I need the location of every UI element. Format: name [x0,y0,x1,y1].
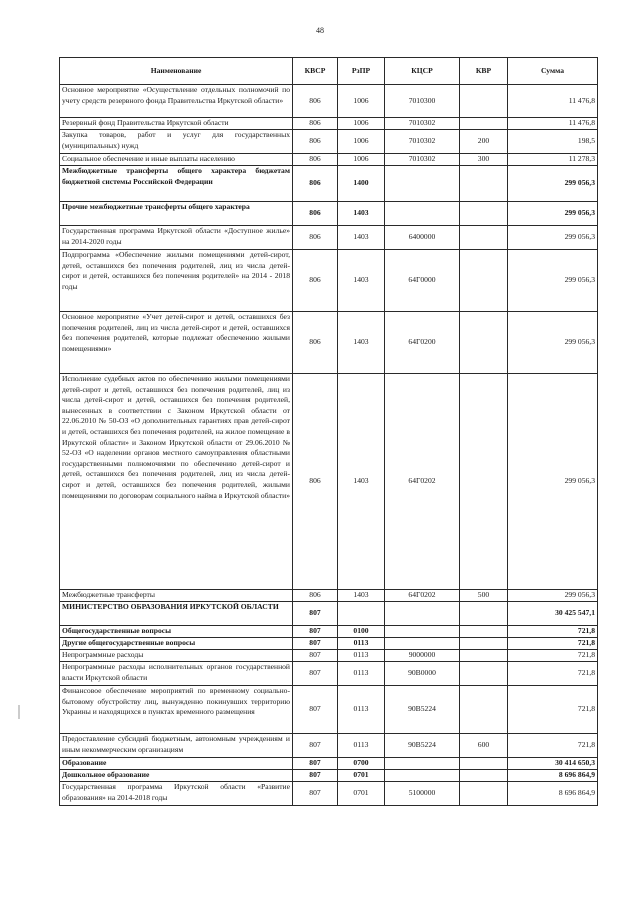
cell-rzpr: 1400 [338,166,385,202]
header-sum: Сумма [508,58,598,85]
cell-rzpr [338,602,385,626]
table-row [60,686,598,734]
table-row [60,650,598,662]
cell-rzpr: 1006 [338,154,385,166]
cell-name: Межбюджетные трансферты [60,590,293,602]
cell-sum: 721,8 [508,734,598,758]
table-row [60,154,598,166]
cell-kvsr: 807 [293,602,338,626]
header-name: Наименование [60,58,293,85]
table-row [60,638,598,650]
cell-kvsr: 806 [293,590,338,602]
table-row [60,202,598,226]
cell-kcsr: 64Г0200 [385,312,460,374]
cell-sum: 721,8 [508,638,598,650]
cell-name: Общегосударственные вопросы [60,626,293,638]
cell-kvr [460,782,508,806]
cell-kcsr [385,202,460,226]
cell-kvsr: 807 [293,758,338,770]
table-row [60,226,598,250]
cell-kvr [460,312,508,374]
table-row [60,250,598,312]
cell-kcsr: 6400000 [385,226,460,250]
cell-sum: 299 056,3 [508,202,598,226]
cell-sum: 11 476,8 [508,85,598,118]
cell-kvr [460,250,508,312]
cell-rzpr: 0113 [338,638,385,650]
cell-kvsr: 806 [293,202,338,226]
cell-name: Основное мероприятие «Учет детей-сирот и детей, оставшихся без попечения родителей, лиц из числа детей-сирот и детей, оставшихся без попечения родителей, которые подлежат обеспечению жилыми помещениями» [60,312,293,374]
cell-kcsr: 7010302 [385,154,460,166]
cell-kcsr [385,758,460,770]
header-rzpr: РзПР [338,58,385,85]
cell-kcsr: 7010302 [385,118,460,130]
cell-kvr [460,202,508,226]
cell-kvr [460,650,508,662]
cell-kvsr: 807 [293,638,338,650]
cell-kvsr: 807 [293,770,338,782]
cell-name: Исполнение судебных актов по обеспечению жилыми помещениями детей-сирот и детей, оставшихся без попечения родителей, лиц из числа детей-сирот и детей, оставшихся без попечения родителей, вынесенных в соответствии с Законом Иркутской области от 22.06.2010 № 50-ОЗ «О дополнительных гарантиях прав детей-сирот и детей, оставшихся без попечения родителей, на жилое помещение в Иркутской области» и Законом Иркутской области от 29.06.2010 № 52-ОЗ «О наделении органов местного самоуправления областными государственными полномочиями по обеспечению детей-сирот и детей, оставшихся без попечения родителей, лиц из числа детей-сирот и детей, оставшихся без попечения родителей, жилыми помещениями по договорам социального найма в Иркутской области» [60,374,293,590]
table-row [60,118,598,130]
cell-rzpr: 0113 [338,686,385,734]
cell-sum: 30 414 650,3 [508,758,598,770]
cell-rzpr: 1006 [338,130,385,154]
cell-name: Дошкольное образование [60,770,293,782]
header-kcsr: КЦСР [385,58,460,85]
page-number: 48 [316,26,324,35]
cell-name: МИНИСТЕРСТВО ОБРАЗОВАНИЯ ИРКУТСКОЙ ОБЛАСТИ [60,602,293,626]
cell-kcsr: 90В0000 [385,662,460,686]
table-row [60,770,598,782]
cell-name: Прочие межбюджетные трансферты общего характера [60,202,293,226]
cell-name: Государственная программа Иркутской области «Развитие образования» на 2014-2018 годы [60,782,293,806]
table-row [60,602,598,626]
cell-kcsr: 64Г0202 [385,590,460,602]
cell-rzpr: 1403 [338,202,385,226]
cell-sum: 8 696 864,9 [508,782,598,806]
cell-rzpr: 0700 [338,758,385,770]
cell-sum: 11 278,3 [508,154,598,166]
cell-sum: 299 056,3 [508,312,598,374]
cell-kvsr: 806 [293,312,338,374]
cell-rzpr: 0701 [338,782,385,806]
cell-name: Межбюджетные трансферты общего характера бюджетам бюджетной системы Российской Федерации [60,166,293,202]
cell-kvr [460,626,508,638]
cell-kcsr [385,602,460,626]
header-kvsr: КВСР [293,58,338,85]
cell-sum: 299 056,3 [508,166,598,202]
cell-rzpr: 1403 [338,590,385,602]
cell-rzpr: 1403 [338,250,385,312]
cell-kvr [460,686,508,734]
cell-kcsr [385,638,460,650]
cell-sum: 721,8 [508,686,598,734]
cell-kcsr: 64Г0000 [385,250,460,312]
cell-sum: 11 476,8 [508,118,598,130]
cell-kvsr: 806 [293,154,338,166]
cell-rzpr: 0100 [338,626,385,638]
table-row [60,734,598,758]
cell-sum: 8 696 864,9 [508,770,598,782]
cell-name: Предоставление субсидий бюджетным, автономным учреждениям и иным некоммерческим организациям [60,734,293,758]
cell-sum: 299 056,3 [508,374,598,590]
cell-rzpr: 0113 [338,734,385,758]
cell-kvr [460,374,508,590]
cell-kvsr: 806 [293,130,338,154]
cell-rzpr: 0113 [338,662,385,686]
table-row [60,782,598,806]
cell-kvsr: 807 [293,662,338,686]
budget-table [59,57,598,806]
cell-sum: 299 056,3 [508,226,598,250]
table-body [60,85,598,806]
scan-edge-mark [18,705,20,719]
cell-kcsr: 5100000 [385,782,460,806]
cell-kvr [460,602,508,626]
cell-sum: 30 425 547,1 [508,602,598,626]
cell-name: Подпрограмма «Обеспечение жилыми помещениями детей-сирот, детей, оставшихся без попечения родителей, лиц из числа детей-сирот и детей, оставшихся без попечения родителей» на 2014 - 2018 годы [60,250,293,312]
cell-kcsr [385,626,460,638]
cell-sum: 721,8 [508,626,598,638]
cell-kcsr: 7010302 [385,130,460,154]
table-row [60,166,598,202]
cell-rzpr: 0113 [338,650,385,662]
cell-rzpr: 1403 [338,312,385,374]
cell-kvsr: 807 [293,626,338,638]
cell-rzpr: 0701 [338,770,385,782]
table-row [60,626,598,638]
cell-sum: 721,8 [508,662,598,686]
cell-kcsr [385,166,460,202]
cell-kvsr: 807 [293,686,338,734]
cell-kvsr: 806 [293,226,338,250]
cell-kvsr: 806 [293,374,338,590]
table-row [60,374,598,590]
table-row [60,85,598,118]
table-row [60,590,598,602]
cell-kvr [460,662,508,686]
cell-kvr [460,85,508,118]
cell-kcsr: 90В5224 [385,686,460,734]
cell-kvr: 200 [460,130,508,154]
cell-kvr [460,226,508,250]
cell-kvsr: 806 [293,85,338,118]
cell-kvsr: 806 [293,118,338,130]
cell-kvr [460,638,508,650]
cell-rzpr: 1403 [338,226,385,250]
cell-kcsr [385,770,460,782]
header-kvr: КВР [460,58,508,85]
table-row [60,312,598,374]
cell-kvsr: 807 [293,650,338,662]
table-row [60,758,598,770]
cell-kvr [460,166,508,202]
cell-rzpr: 1006 [338,85,385,118]
cell-kvr: 300 [460,154,508,166]
cell-sum: 721,8 [508,650,598,662]
cell-kvr [460,758,508,770]
cell-kcsr: 7010300 [385,85,460,118]
cell-sum: 198,5 [508,130,598,154]
cell-kvr: 600 [460,734,508,758]
table-header-row [60,58,598,85]
cell-kvsr: 806 [293,166,338,202]
cell-name: Резервный фонд Правительства Иркутской области [60,118,293,130]
cell-rzpr: 1403 [338,374,385,590]
cell-name: Закупка товаров, работ и услуг для государственных (муниципальных) нужд [60,130,293,154]
cell-sum: 299 056,3 [508,590,598,602]
cell-name: Финансовое обеспечение мероприятий по временному социально-бытовому обустройству лиц, вынужденно покинувших территорию Украины и находящихся в пунктах временного размещения [60,686,293,734]
cell-kvsr: 807 [293,782,338,806]
cell-name: Непрограммные расходы исполнительных органов государственной власти Иркутской области [60,662,293,686]
cell-rzpr: 1006 [338,118,385,130]
cell-kcsr: 90В5224 [385,734,460,758]
cell-kvr [460,118,508,130]
cell-kvsr: 807 [293,734,338,758]
table-row [60,130,598,154]
cell-name: Другие общегосударственные вопросы [60,638,293,650]
table-row [60,662,598,686]
cell-name: Основное мероприятие «Осуществление отдельных полномочий по учету средств резервного фонда Правительства Иркутской области» [60,85,293,118]
cell-name: Непрограммные расходы [60,650,293,662]
cell-name: Государственная программа Иркутской области «Доступное жилье» на 2014-2020 годы [60,226,293,250]
cell-kvr [460,770,508,782]
cell-kcsr: 9000000 [385,650,460,662]
cell-kvr: 500 [460,590,508,602]
cell-kvsr: 806 [293,250,338,312]
cell-name: Социальное обеспечение и иные выплаты населению [60,154,293,166]
cell-name: Образование [60,758,293,770]
cell-kcsr: 64Г0202 [385,374,460,590]
cell-sum: 299 056,3 [508,250,598,312]
